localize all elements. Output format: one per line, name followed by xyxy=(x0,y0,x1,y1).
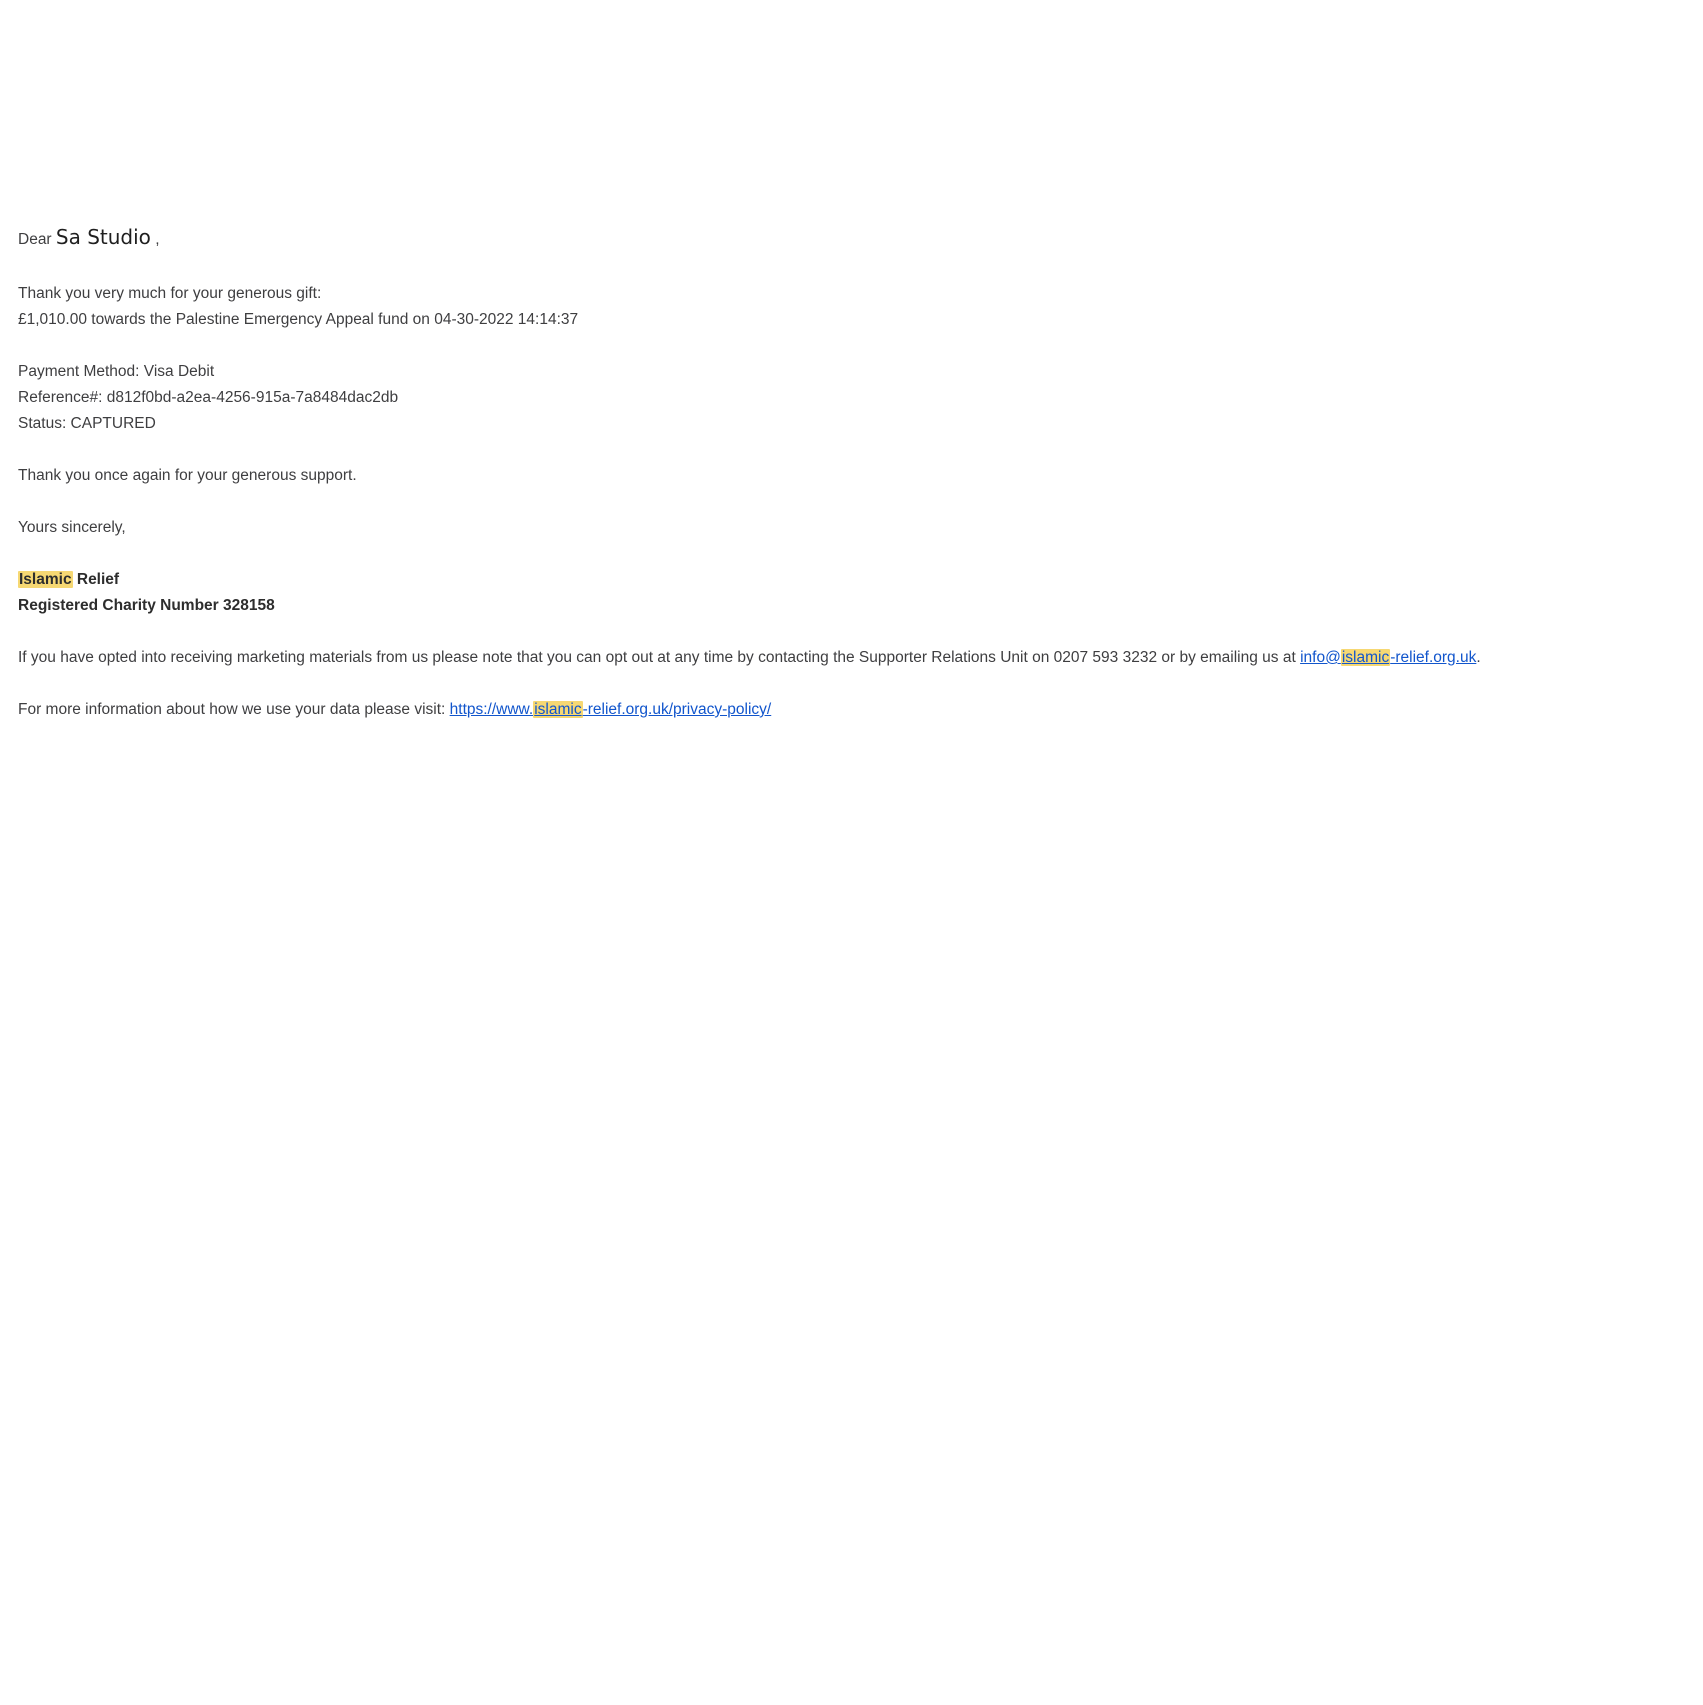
greeting-comma: , xyxy=(150,231,160,248)
url-link-highlight: islamic xyxy=(534,701,582,718)
org-name-line xyxy=(18,571,119,588)
greeting-line xyxy=(18,222,1643,255)
org-name-rest: Relief xyxy=(72,571,120,588)
payment-paragraph xyxy=(18,359,1643,437)
email-link-post: -relief.org.uk xyxy=(1390,649,1477,666)
payment-method-line: Payment Method: Visa Debit xyxy=(18,363,215,380)
contact-email-link[interactable] xyxy=(1300,649,1476,666)
privacy-paragraph xyxy=(18,697,1643,723)
gift-amount-line: £1,010.00 towards the Palestine Emergency Appeal fund on 04-30-2022 14:14:37 xyxy=(18,311,579,328)
url-link-post: -relief.org.uk/privacy-policy/ xyxy=(582,701,772,718)
marketing-text: If you have opted into receiving marketing materials from us please note that you can opt out at any time by contacting the Supporter Relations Unit on 0207 593 3232 or by emailing us at xyxy=(18,649,1301,666)
marketing-paragraph xyxy=(18,645,1643,671)
recipient-name: Sa Studio xyxy=(55,225,151,249)
org-name-highlight: Islamic xyxy=(19,571,72,588)
greeting-dear: Dear xyxy=(18,231,56,248)
signature-block xyxy=(18,567,1643,619)
charity-number-line: Registered Charity Number 328158 xyxy=(18,597,275,614)
email-link-highlight: islamic xyxy=(1341,649,1390,666)
gift-intro-line: Thank you very much for your generous gift: xyxy=(18,285,322,302)
privacy-policy-link[interactable] xyxy=(450,701,772,718)
email-body xyxy=(18,222,1643,723)
privacy-text: For more information about how we use your data please visit: xyxy=(18,701,450,718)
payment-status-line: Status: CAPTURED xyxy=(18,415,156,432)
gift-paragraph xyxy=(18,281,1643,333)
payment-reference-line: Reference#: d812f0bd-a2ea-4256-915a-7a8484dac2db xyxy=(18,389,399,406)
url-link-pre: https://www. xyxy=(449,701,534,718)
marketing-period: . xyxy=(1476,649,1481,666)
thanks-line: Thank you once again for your generous support. xyxy=(18,467,357,484)
email-link-pre: info@ xyxy=(1300,649,1341,666)
signoff-line: Yours sincerely, xyxy=(18,519,126,536)
